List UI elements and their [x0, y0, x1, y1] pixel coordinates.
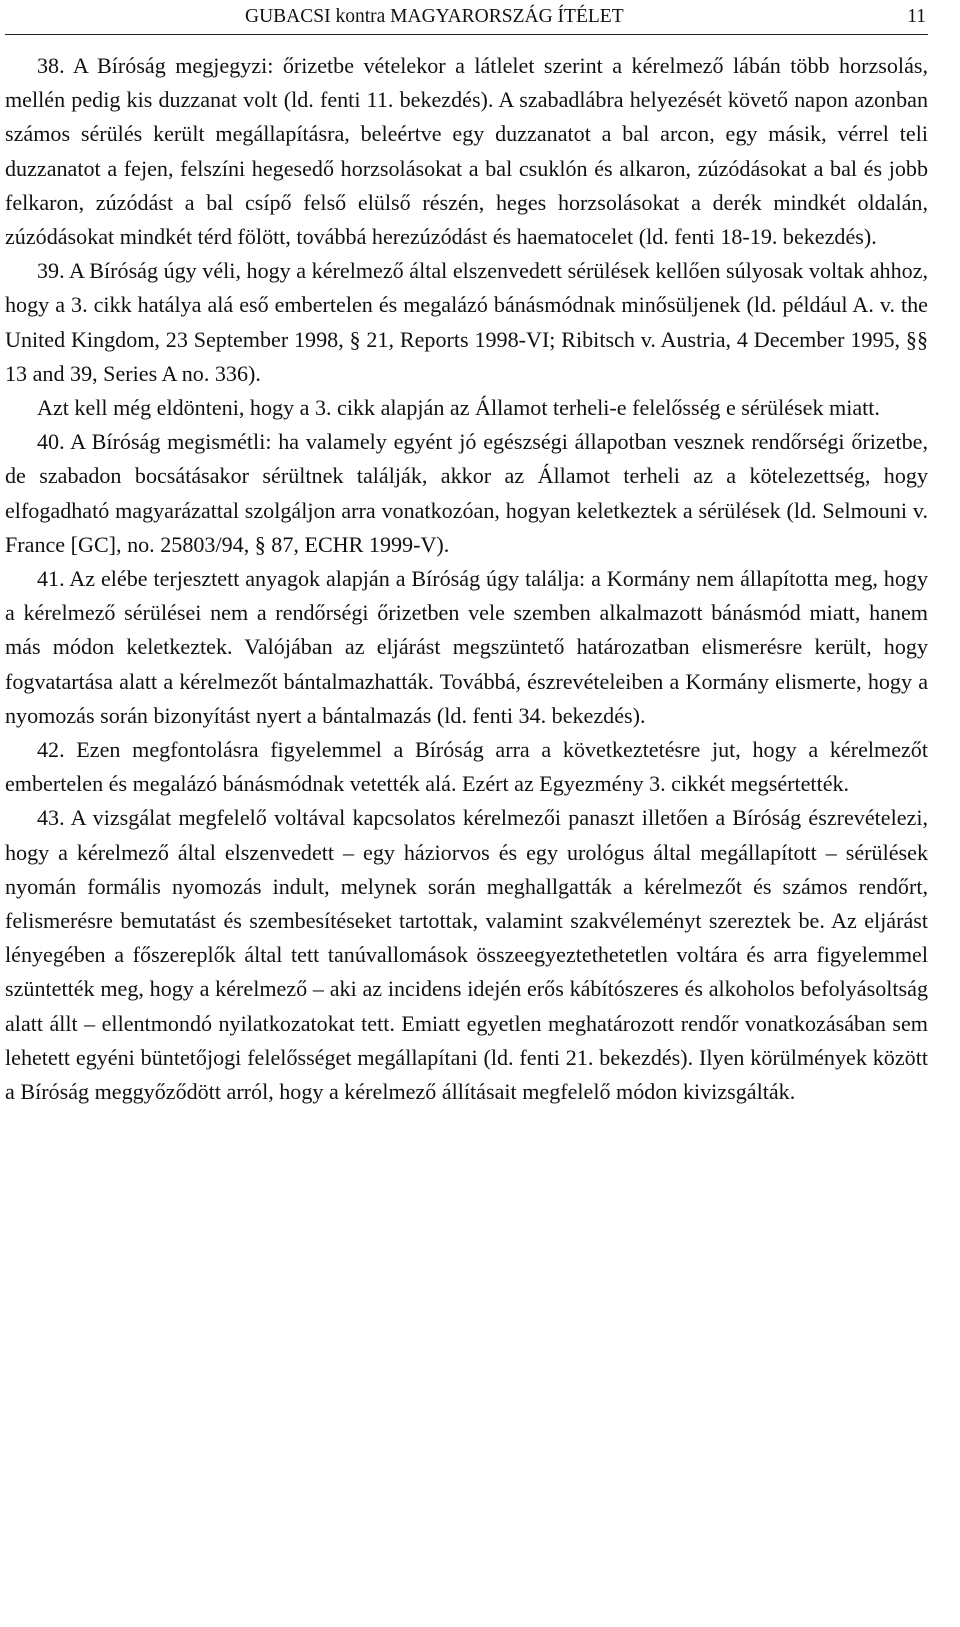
page-number: 11 — [907, 6, 926, 27]
paragraph-39: 39. A Bíróság úgy véli, hogy a kérelmező által elszenvedett sérülések kellően súlyosak voltak ahhoz, hogy a 3. cikk hatálya alá eső embertelen és megalázó bánásmódnak minősüljenek (ld. például A. v. the United Kingdom, 23 September 1998, § 21, Reports 1998-VI; Ribitsch v. Austria, 4 December 1995, §§ 13 and 39, Series A no. 336). — [5, 258, 928, 386]
paragraph-41: 41. Az elébe terjesztett anyagok alapján a Bíróság úgy találja: a Kormány nem állapította meg, hogy a kérelmező sérülései nem a rendőrségi őrizetben vele szemben alkalmazott bánásmód miatt, hanem más módon keletkeztek. Valójában az eljárást megszüntető határozatban elismerésre került, hogy fogvatartása alatt a kérelmezőt bántalmazhatták. Továbbá, észrevételeiben a Kormány elismerte, hogy a nyomozás során bizonyítást nyert a bántalmazás (ld. fenti 34. bekezdés). — [5, 566, 928, 728]
header-title: GUBACSI kontra MAGYARORSZÁG ÍTÉLET — [245, 6, 624, 27]
paragraph-39-continuation: Azt kell még eldönteni, hogy a 3. cikk alapján az Államot terheli-e felelősség e sérülések miatt. — [37, 395, 880, 421]
running-header — [5, 2, 928, 32]
paragraph-38: 38. A Bíróság megjegyzi: őrizetbe vételekor a látlelet szerint a kérelmező lábán több horzsolás, mellén pedig kis duzzanat volt (ld. fenti 11. bekezdés). A szabadlábra helyezését követő napon azonban számos sérülés került megállapításra, beleértve egy duzzanatot a bal arcon, egy másik, vérrel teli duzzanatot a fejen, felszíni hegesedő horzsolásokat a bal csuklón és alkaron, zúzódásokat a bal és jobb felkaron, zúzódást a bal csípő felső elülső részén, heges horzsolásokat a derék mindkét oldalán, zúzódásokat mindkét térd fölött, továbbá herezúzódást és haematocelet (ld. fenti 18-19. bekezdés). — [5, 53, 928, 250]
paragraph-43: 43. A vizsgálat megfelelő voltával kapcsolatos kérelmezői panaszt illetően a Bíróság észrevételezi, hogy a kérelmező által elszenvedett – egy háziorvos és egy urológus által megállapított – sérülések nyomán formális nyomozás indult, melynek során meghallgatták a kérelmezőt és számos rendőrt, felismerésre bemutatást és szembesítéseket tartottak, valamint szakvéleményt szereztek be. Az eljárást lényegében a főszereplők által tett tanúvallomások összeegyeztethetetlen voltára és arra figyelemmel szüntették meg, hogy a kérelmező – aki az incidens idején erős kábítószeres és alkoholos befolyásoltság alatt állt – ellentmondó nyilatkozatokat tett. Emiatt egyetlen meghatározott rendőr vonatkozásában sem lehetett egyéni büntetőjogi felelősséget megállapítani (ld. fenti 21. bekezdés). Ilyen körülmények között a Bíróság meggyőződött arról, hogy a kérelmező állításait megfelelő módon kivizsgálták. — [5, 805, 928, 1105]
document-page — [0, 2, 960, 1627]
paragraph-42: 42. Ezen megfontolásra figyelemmel a Bíróság arra a következtetésre jut, hogy a kérelmezőt embertelen és megalázó bánásmódnak vetették alá. Ezért az Egyezmény 3. cikkét megsértették. — [5, 737, 928, 797]
document-body — [5, 49, 928, 1109]
paragraph-40: 40. A Bíróság megismétli: ha valamely egyént jó egészségi állapotban vesznek rendőrségi őrizetbe, de szabadon bocsátásakor sérültnek találják, akkor az Államot terheli az a kötelezettség, hogy elfogadható magyarázattal szolgáljon arra vonatkozóan, hogyan keletkeztek a sérülések (ld. Selmouni v. France [GC], no. 25803/94, § 87, ECHR 1999-V). — [5, 429, 928, 557]
header-rule — [5, 34, 928, 35]
